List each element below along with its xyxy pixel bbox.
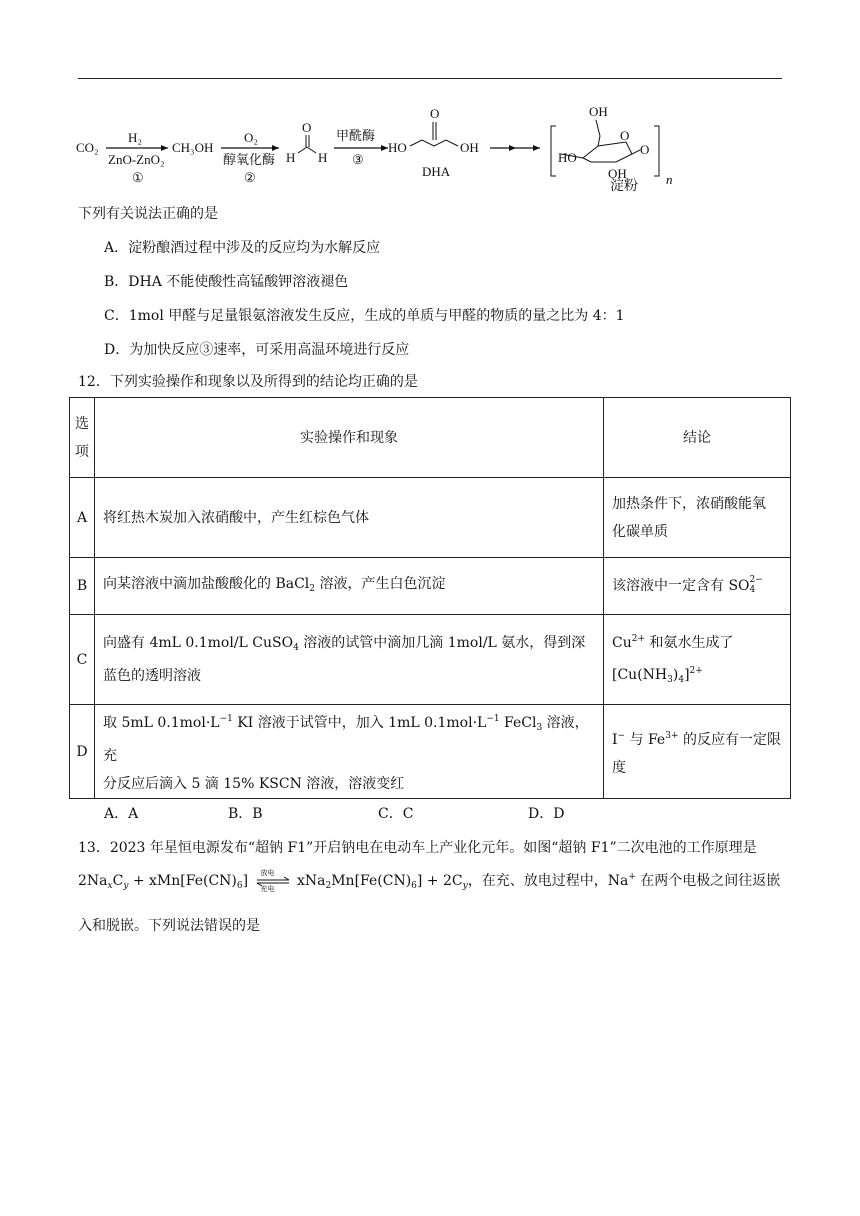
row-conclusion: I− 与 $Fe^{3+}$ 的反应有一定限 度 [604,705,791,799]
table-row [70,705,791,799]
starch-oh-ring: OH [608,166,627,181]
catalyst-label: ZnO-ZnO₂ [108,152,165,167]
aldehyde-o: O [302,120,312,135]
table-row [70,558,791,615]
starch-n: n [666,172,673,187]
q13-stem-line1: 13．2023 年星恒电源发布“超钠 F1”开启钠电在电动车上产业化元年。如图“超钠 F1”二次电池的工作原理是 [78,840,757,856]
header-operation: 实验操作和现象 [95,398,604,478]
aldehyde-h-right: H [318,150,328,165]
q11-stem: 下列有关说法正确的是 [78,206,218,222]
table-row [70,615,791,705]
row-conclusion: 该溶液中一定含有 SO 2− 4 [604,558,791,615]
step2-label: ② [244,170,256,185]
h2-label: H₂ [128,130,142,145]
starch-label: 淀粉 [610,179,638,194]
q12-choice-a[interactable]: A．A [104,806,139,822]
experiment-table [69,397,791,799]
row-conclusion: 加热条件下，浓硝酸能氧 化碳单质 [604,478,791,558]
enzyme3-label: 甲酰酶 [336,128,376,143]
enzyme2-label: 醇氧化酶 [223,152,276,167]
step3-label: ③ [352,152,364,167]
q12-choice-d[interactable]: D．D [528,806,565,822]
starch-oh-top: OH [589,104,608,119]
row-option: C [70,615,95,705]
header-conclusion: 结论 [604,398,791,478]
reaction-scheme [76,100,716,195]
q12-choices [104,803,704,823]
o2-label: O₂ [244,130,258,145]
aldehyde-h-left: H [286,150,296,165]
battery-equation: $2Na_xC_y + xMn[Fe(CN)_6]$ 放电 充电 $xNa_2Mn[Fe(CN)_6] + 2C_y$，在充、放电过程中，Na+ 在两个电极之间往返嵌 [78,869,781,893]
q11-option-d[interactable]: D．为加快反应③速率，可采用高温环境进行反应 [104,342,410,358]
q12-choice-b[interactable]: B．B [228,806,263,822]
dha-o: O [430,106,440,121]
starch-ho: HO [558,150,577,165]
top-rule [78,78,782,79]
row-option: B [70,558,95,615]
q12-choice-c[interactable]: C．C [378,806,414,822]
row-operation: 取 5mL $0.1mol\cdot L^{-1}$ KI 溶液于试管中，加入 1mL $0.1mol\cdot L^{-1}$ FeCl$_3$ 溶液，充 分反应后滴入 5 滴 15% KSCN 溶液，溶液变红 [95,705,604,799]
starch-o-link: O [640,142,650,157]
row-operation: 向盛有 4mL 0.1mol/L CuSO$_4$ 溶液的试管中滴加几滴 1mol/L 氨水，得到深 蓝色的透明溶液 [95,615,604,705]
row-operation: 向某溶液中滴加盐酸酸化的 BaCl$_2$ 溶液，产生白色沉淀 [95,558,604,615]
q11-option-a[interactable]: A．淀粉酿酒过程中涉及的反应均为水解反应 [104,240,381,256]
reversible-arrow-icon: 放电 充电 [255,871,291,891]
starch-o-ring: O [620,128,630,143]
dha-ho: HO [388,140,407,155]
dha-oh: OH [460,140,479,155]
table-row [70,478,791,558]
header-option: 选 项 [70,398,95,478]
q11-option-b[interactable]: B．DHA 不能使酸性高锰酸钾溶液褪色 [104,274,349,290]
row-conclusion: $Cu^{2+}$ 和氨水生成了 $[Cu(NH_3)_4]^{2+}$ [604,615,791,705]
dha-label: DHA [422,164,451,179]
row-option: A [70,478,95,558]
q13-stem-line3: 入和脱嵌。下列说法错误的是 [78,918,260,934]
step1-label: ① [132,170,144,185]
co2-label: CO₂ [76,140,99,155]
ch3oh-label: CH₃OH [172,140,214,155]
q11-option-c[interactable]: C．1mol 甲醛与足量银氨溶液发生反应，生成的单质与甲醛的物质的量之比为 4：1 [104,308,625,324]
table-header-row [70,398,791,478]
row-operation: 将红热木炭加入浓硝酸中，产生红棕色气体 [95,478,604,558]
row-option: D [70,705,95,799]
q12-stem: 12．下列实验操作和现象以及所得到的结论均正确的是 [78,374,418,390]
